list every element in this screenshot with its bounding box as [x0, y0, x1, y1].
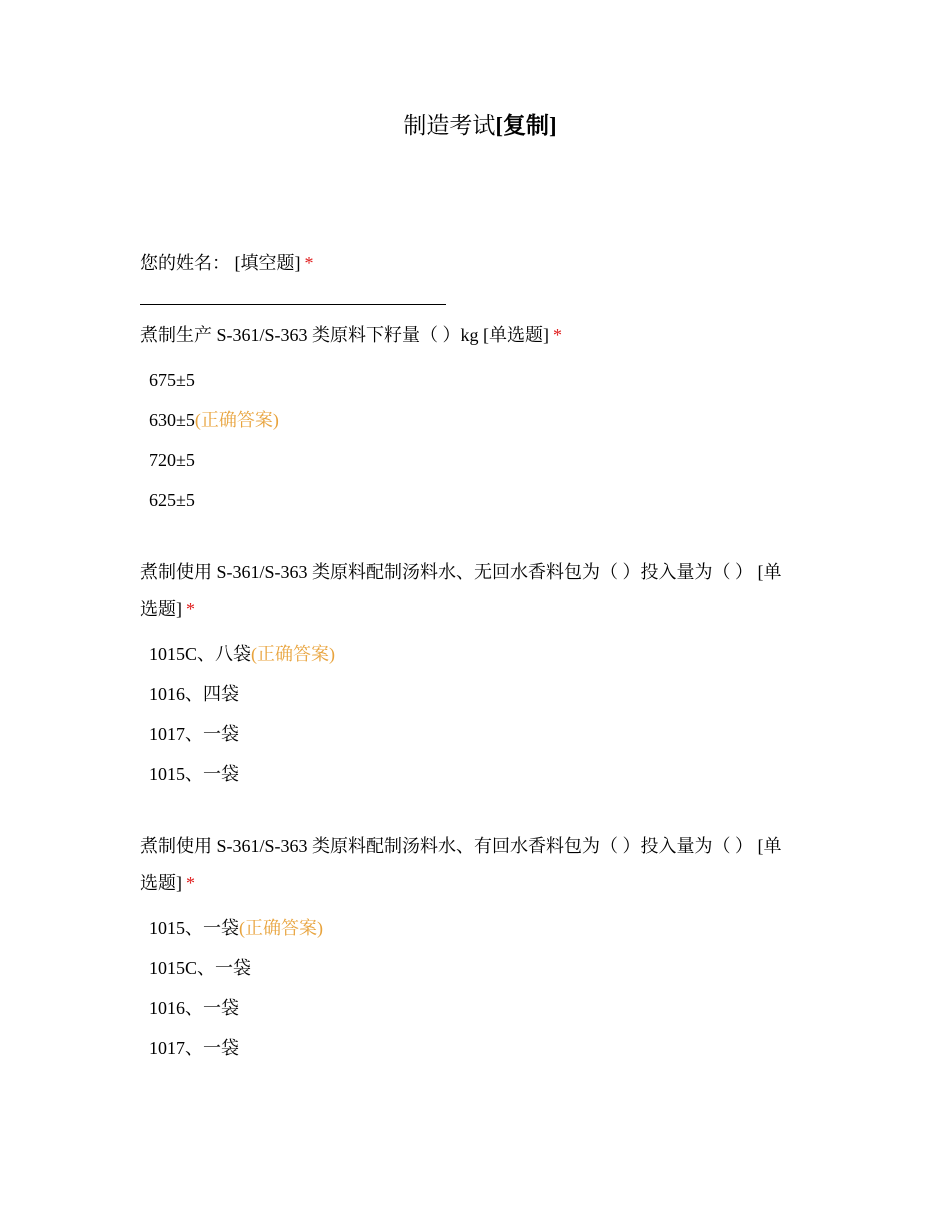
question-2 [140, 317, 812, 554]
correct-answer-tag: (正确答案) [239, 918, 323, 938]
question-text [140, 245, 812, 282]
option-label: 1017、一袋 [149, 724, 239, 744]
page-title [0, 108, 950, 144]
question-text-line2 [140, 591, 812, 628]
option-list [140, 634, 812, 794]
title-suffix: [复制] [495, 113, 557, 138]
option-item[interactable] [140, 948, 812, 988]
option-label: 720±5 [149, 450, 195, 470]
question-text-line1: 煮制使用 S-361/S-363 类原料配制汤料水、无回水香料包为（ ）投入量为（ ） [单 [140, 562, 782, 582]
question-text [140, 317, 812, 354]
question-1 [140, 245, 812, 305]
option-label: 1015、一袋 [149, 918, 239, 938]
option-label: 1015、一袋 [149, 764, 239, 784]
title-main: 制造考试 [403, 113, 496, 138]
question-text-body: 您的姓名： [填空题] [140, 253, 301, 273]
question-text-body: 选题] [140, 599, 182, 619]
required-mark: * [186, 599, 195, 619]
option-item[interactable] [140, 634, 812, 674]
question-text-line1: 煮制使用 S-361/S-363 类原料配制汤料水、有回水香料包为（ ）投入量为（ ） [单 [140, 836, 782, 856]
question-text-line2 [140, 865, 812, 902]
option-item[interactable] [140, 480, 812, 520]
question-text-body: 煮制生产 S-361/S-363 类原料下籽量（ ）kg [单选题] [140, 325, 549, 345]
option-item[interactable] [140, 440, 812, 480]
question-list [140, 245, 812, 1068]
option-item[interactable] [140, 754, 812, 794]
option-label: 1015C、八袋 [149, 644, 252, 664]
option-item[interactable] [140, 714, 812, 754]
option-label: 1015C、一袋 [149, 958, 252, 978]
option-item[interactable] [140, 1028, 812, 1068]
question-4 [140, 828, 812, 1068]
question-text-body: 选题] [140, 873, 182, 893]
option-label: 625±5 [149, 490, 195, 510]
option-label: 675±5 [149, 370, 195, 390]
required-mark: * [304, 253, 314, 273]
option-label: 1016、一袋 [149, 998, 239, 1018]
option-item[interactable] [140, 400, 812, 440]
correct-answer-tag: (正确答案) [251, 644, 336, 664]
option-item[interactable] [140, 674, 812, 714]
option-label: 1016、四袋 [149, 684, 239, 704]
option-list [140, 360, 812, 520]
required-mark: * [553, 325, 562, 345]
option-item[interactable] [140, 908, 812, 948]
correct-answer-tag: (正确答案) [194, 410, 279, 430]
option-item[interactable] [140, 988, 812, 1028]
option-label: 630±5 [149, 410, 195, 430]
question-3 [140, 554, 812, 828]
option-label: 1017、一袋 [149, 1038, 239, 1058]
required-mark: * [186, 873, 195, 893]
option-list [140, 908, 812, 1068]
option-item[interactable] [140, 360, 812, 400]
name-answer-field[interactable] [140, 282, 446, 305]
